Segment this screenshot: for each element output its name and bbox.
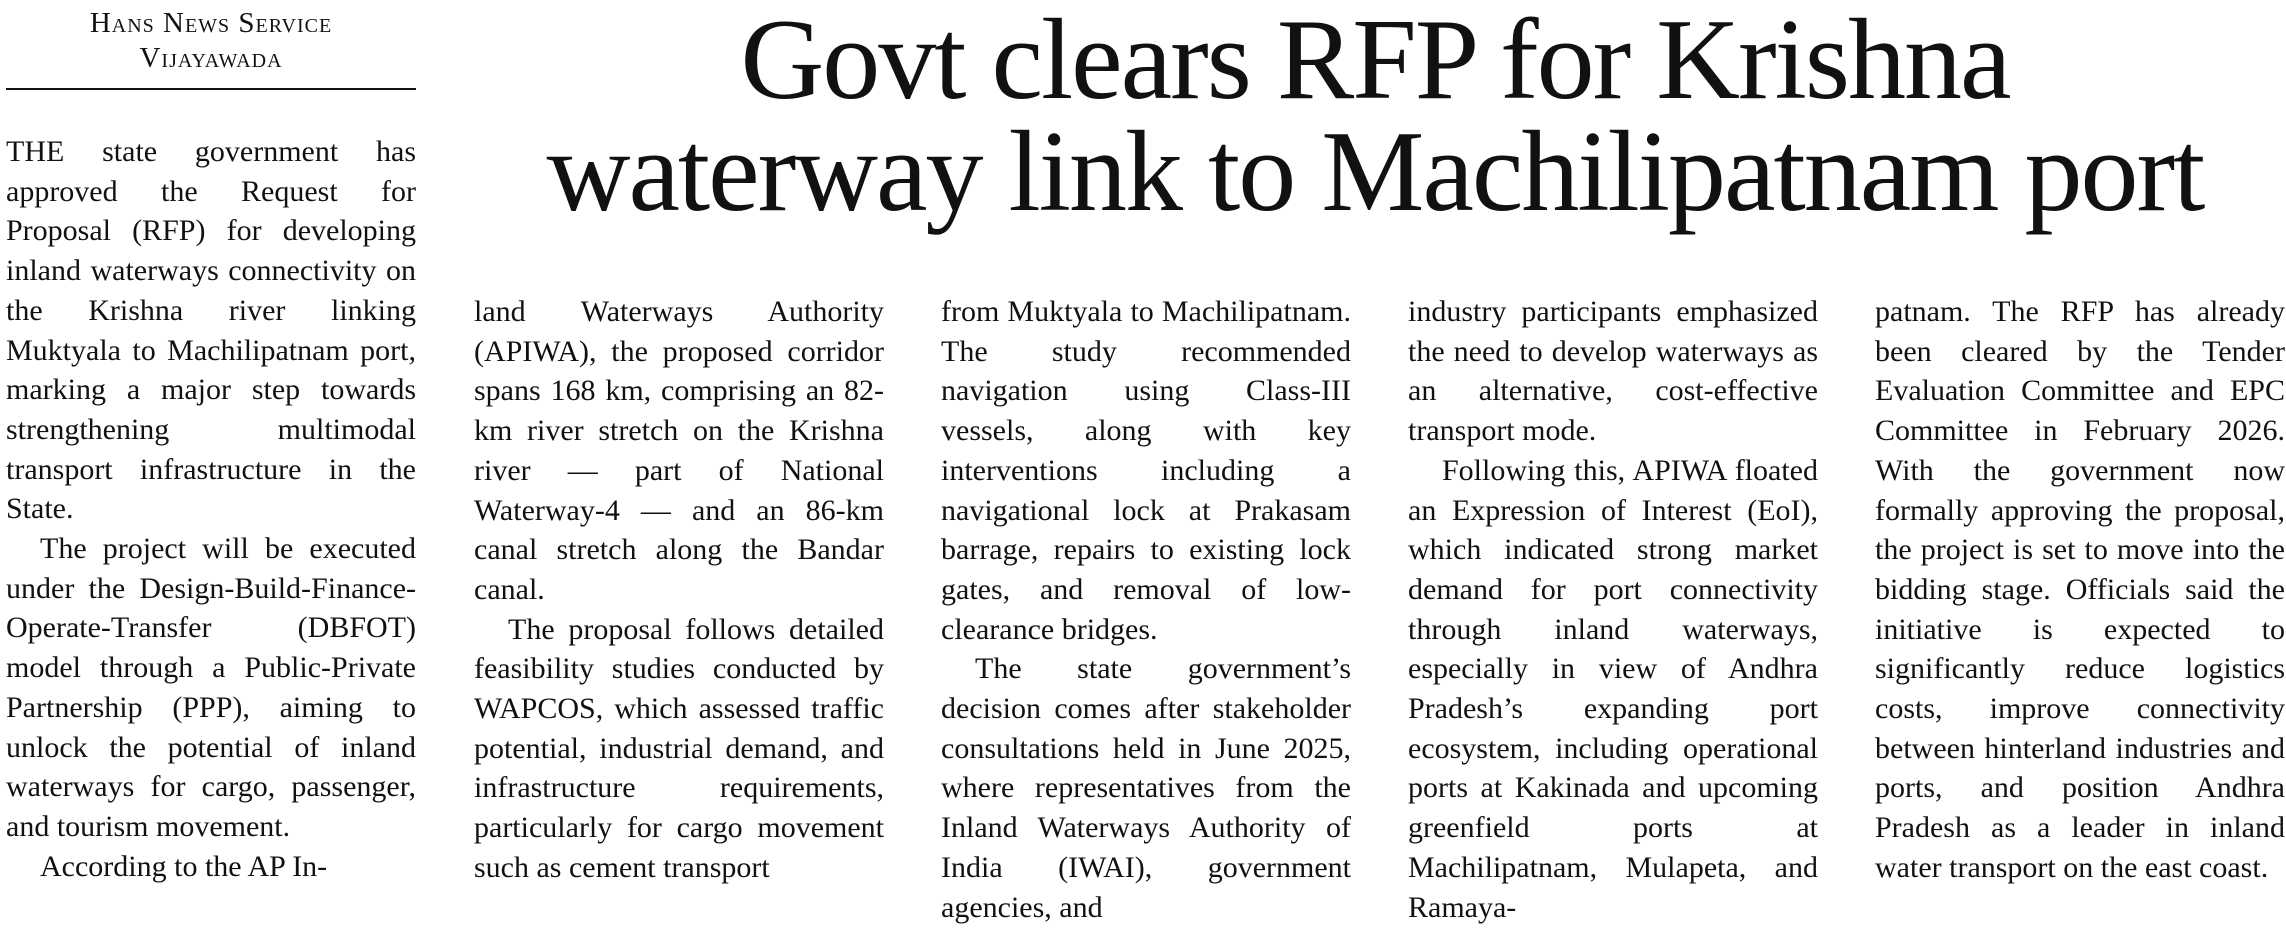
paragraph: According to the AP In- [40,849,328,883]
dateline [6,6,416,76]
article-column-2 [474,292,884,888]
paragraph: industry participants emphasized the need to develop waterways as an alternative, cost-effective transport mode. [1408,295,1818,448]
paragraph: The proposal follows detailed feasibility studies conducted by WAPCOS, which assessed traffic potential, industrial demand, and infrastructure requirements, particularly for cargo movement such as cement transport [474,612,884,884]
paragraph: The project will be executed under the Design-Build-Finance-Operate-Transfer (DBFOT) model through a Public-Private Partnership (PPP), aiming to unlock the potential of inland waterways for cargo, passenger, and tourism movement. [6,532,416,843]
paragraph: land Waterways Authority (APIWA), the proposed corridor spans 168 km, comprising an 82-km river stretch on the Krishna river — part of National Waterway-4 — and an 86-km canal stretch along the Bandar canal. [474,295,884,606]
paragraph: The state government’s decision comes after stakeholder consultations held in June 2025, where representatives from the Inland Waterways Authority of India (IWAI), government agencies, and [941,652,1351,924]
headline-line-2: waterway link to Machilipatnam port [546,108,2204,236]
article-column-1 [6,132,416,886]
article-column-3 [941,292,1351,927]
article-column-5 [1875,292,2285,888]
paragraph: from Muktyala to Machilipatnam. The study recommended navigation using Class-III vessels, along with key interventions including a navigational lock at Prakasam barrage, repairs to existing lock gates, and removal of low-clearance bridges. [941,295,1351,646]
paragraph: patnam. The RFP has already been cleared by the Tender Evaluation Committee and EPC Committee in February 2026. With the government now formally approving the proposal, the project is set to move into the bidding stage. Officials said the initiative is expected to significantly reduce logistics costs, improve connectivity between hinterland industries and ports, and position Andhra Pradesh as a leader in inland water transport on the east coast. [1875,295,2285,884]
paragraph: THE state government has approved the Request for Proposal (RFP) for developing inland waterways connectivity on the Krishna river linking Muktyala to Machilipatnam port, marking a major step towards strengthening multimodal transport infrastructure in the State. [6,135,416,526]
dateline-divider [6,88,416,90]
article-column-4 [1408,292,1818,927]
headline-line-1: Govt clears RFP for Krishna [740,0,2010,124]
paragraph: Following this, APIWA floated an Expression of Interest (EoI), which indicated strong market demand for port connectivity through inland waterways, especially in view of Andhra Pradesh’s expanding port ecosystem, including operational ports at Kakinada and upcoming greenfield ports at Machilipatnam, Mulapeta, and Ramaya- [1408,453,1818,924]
dateline-city: Vijayawada [139,42,283,74]
headline [470,0,2280,236]
dateline-source: Hans News Service [89,7,333,39]
